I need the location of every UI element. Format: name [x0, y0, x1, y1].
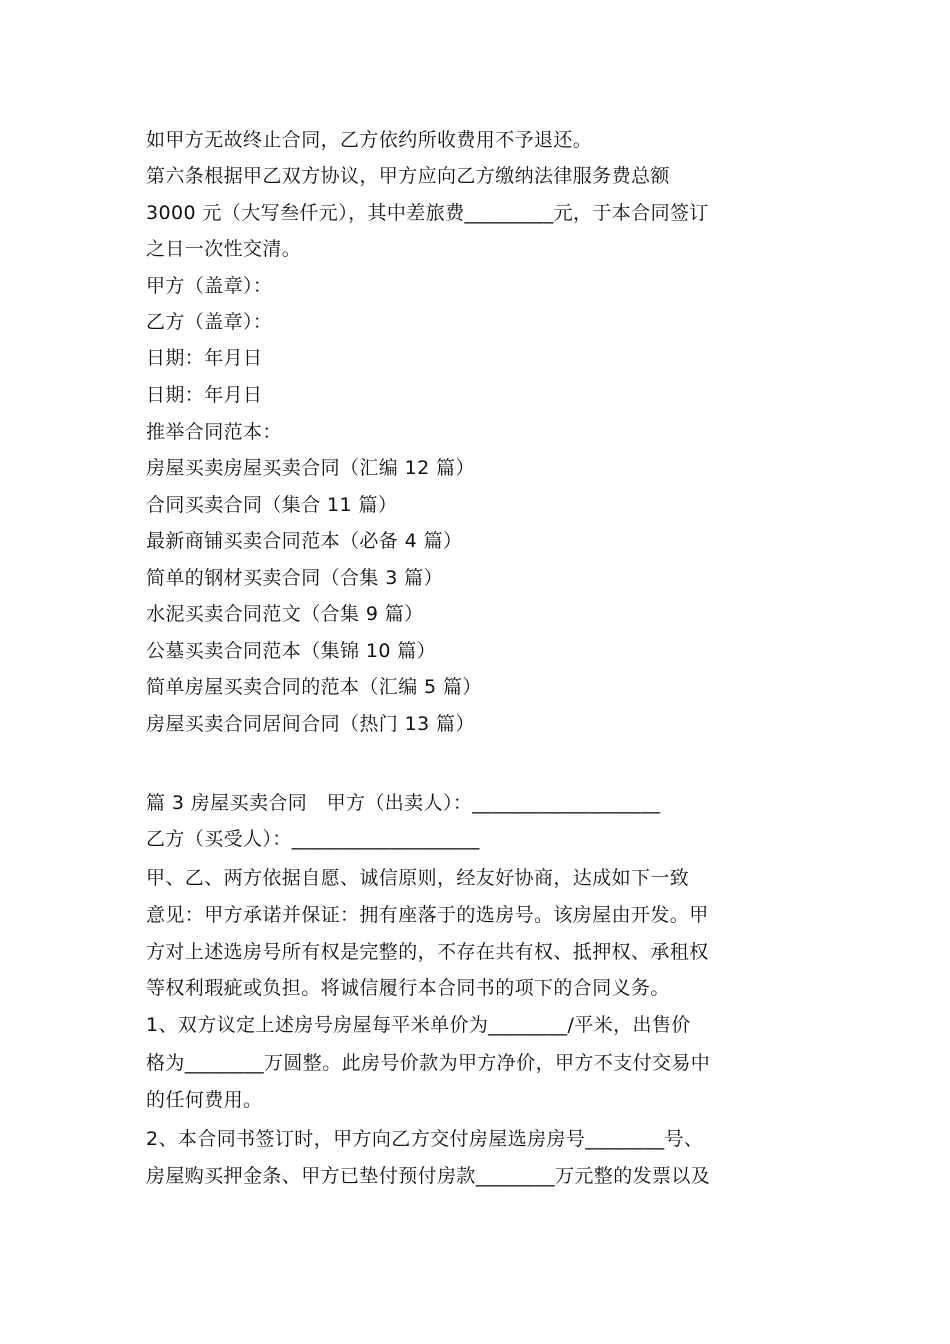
recommend-item: 公墓买卖合同范本（集锦 10 篇） — [146, 640, 437, 662]
text-line: 3000 元（大写叁仟元），其中差旅费_________元，于本合同签订 — [146, 202, 709, 224]
date-label: 日期：年月日 — [146, 347, 263, 369]
date-label: 日期：年月日 — [146, 384, 263, 406]
recommend-title: 推举合同范本： — [146, 421, 282, 443]
text-line: 等权利瑕疵或负担。将诚信履行本合同书的项下的合同义务。 — [146, 977, 670, 999]
text-line: 如甲方无故终止合同，乙方依约所收费用不予退还。 — [146, 129, 593, 151]
signature-label: 甲方（盖章）： — [146, 275, 273, 297]
signature-label: 乙方（盖章）： — [146, 311, 273, 333]
recommend-item: 合同买卖合同（集合 11 篇） — [146, 494, 398, 516]
text-line: 第六条根据甲乙双方协议，甲方应向乙方缴纳法律服务费总额 — [146, 165, 670, 187]
text-line: 1、双方议定上述房号房屋每平米单价为________/平米，出售价 — [146, 1014, 691, 1036]
party-line: 乙方（买受人）：___________________ — [146, 828, 480, 850]
text-line: 意见：甲方承诺并保证：拥有座落于的选房号。该房屋由开发。甲 — [146, 904, 709, 926]
text-line: 之日一次性交清。 — [146, 238, 302, 260]
text-line: 2、本合同书签订时，甲方向乙方交付房屋选房房号________号、 — [146, 1128, 704, 1150]
text-line: 甲、乙、两方依据自愿、诚信原则，经友好协商，达成如下一致 — [146, 867, 690, 889]
recommend-item: 房屋买卖合同居间合同（热门 13 篇） — [146, 713, 475, 735]
text-line: 的任何费用。 — [146, 1089, 263, 1111]
recommend-item: 最新商铺买卖合同范本（必备 4 篇） — [146, 530, 463, 552]
text-line: 方对上述选房号所有权是完整的，不存在共有权、抵押权、承租权 — [146, 941, 709, 963]
recommend-item: 简单房屋买卖合同的范本（汇编 5 篇） — [146, 676, 482, 698]
text-line: 房屋购买押金条、甲方已垫付预付房款________万元整的发票以及 — [146, 1165, 711, 1187]
section-title: 篇 3 房屋买卖合同 甲方（出卖人）：___________________ — [146, 792, 661, 814]
text-line: 格为________万圆整。此房号价款为甲方净价，甲方不支付交易中 — [146, 1052, 711, 1074]
recommend-item: 房屋买卖房屋买卖合同（汇编 12 篇） — [146, 457, 475, 479]
recommend-item: 简单的钢材买卖合同（合集 3 篇） — [146, 567, 443, 589]
recommend-item: 水泥买卖合同范文（合集 9 篇） — [146, 603, 424, 625]
